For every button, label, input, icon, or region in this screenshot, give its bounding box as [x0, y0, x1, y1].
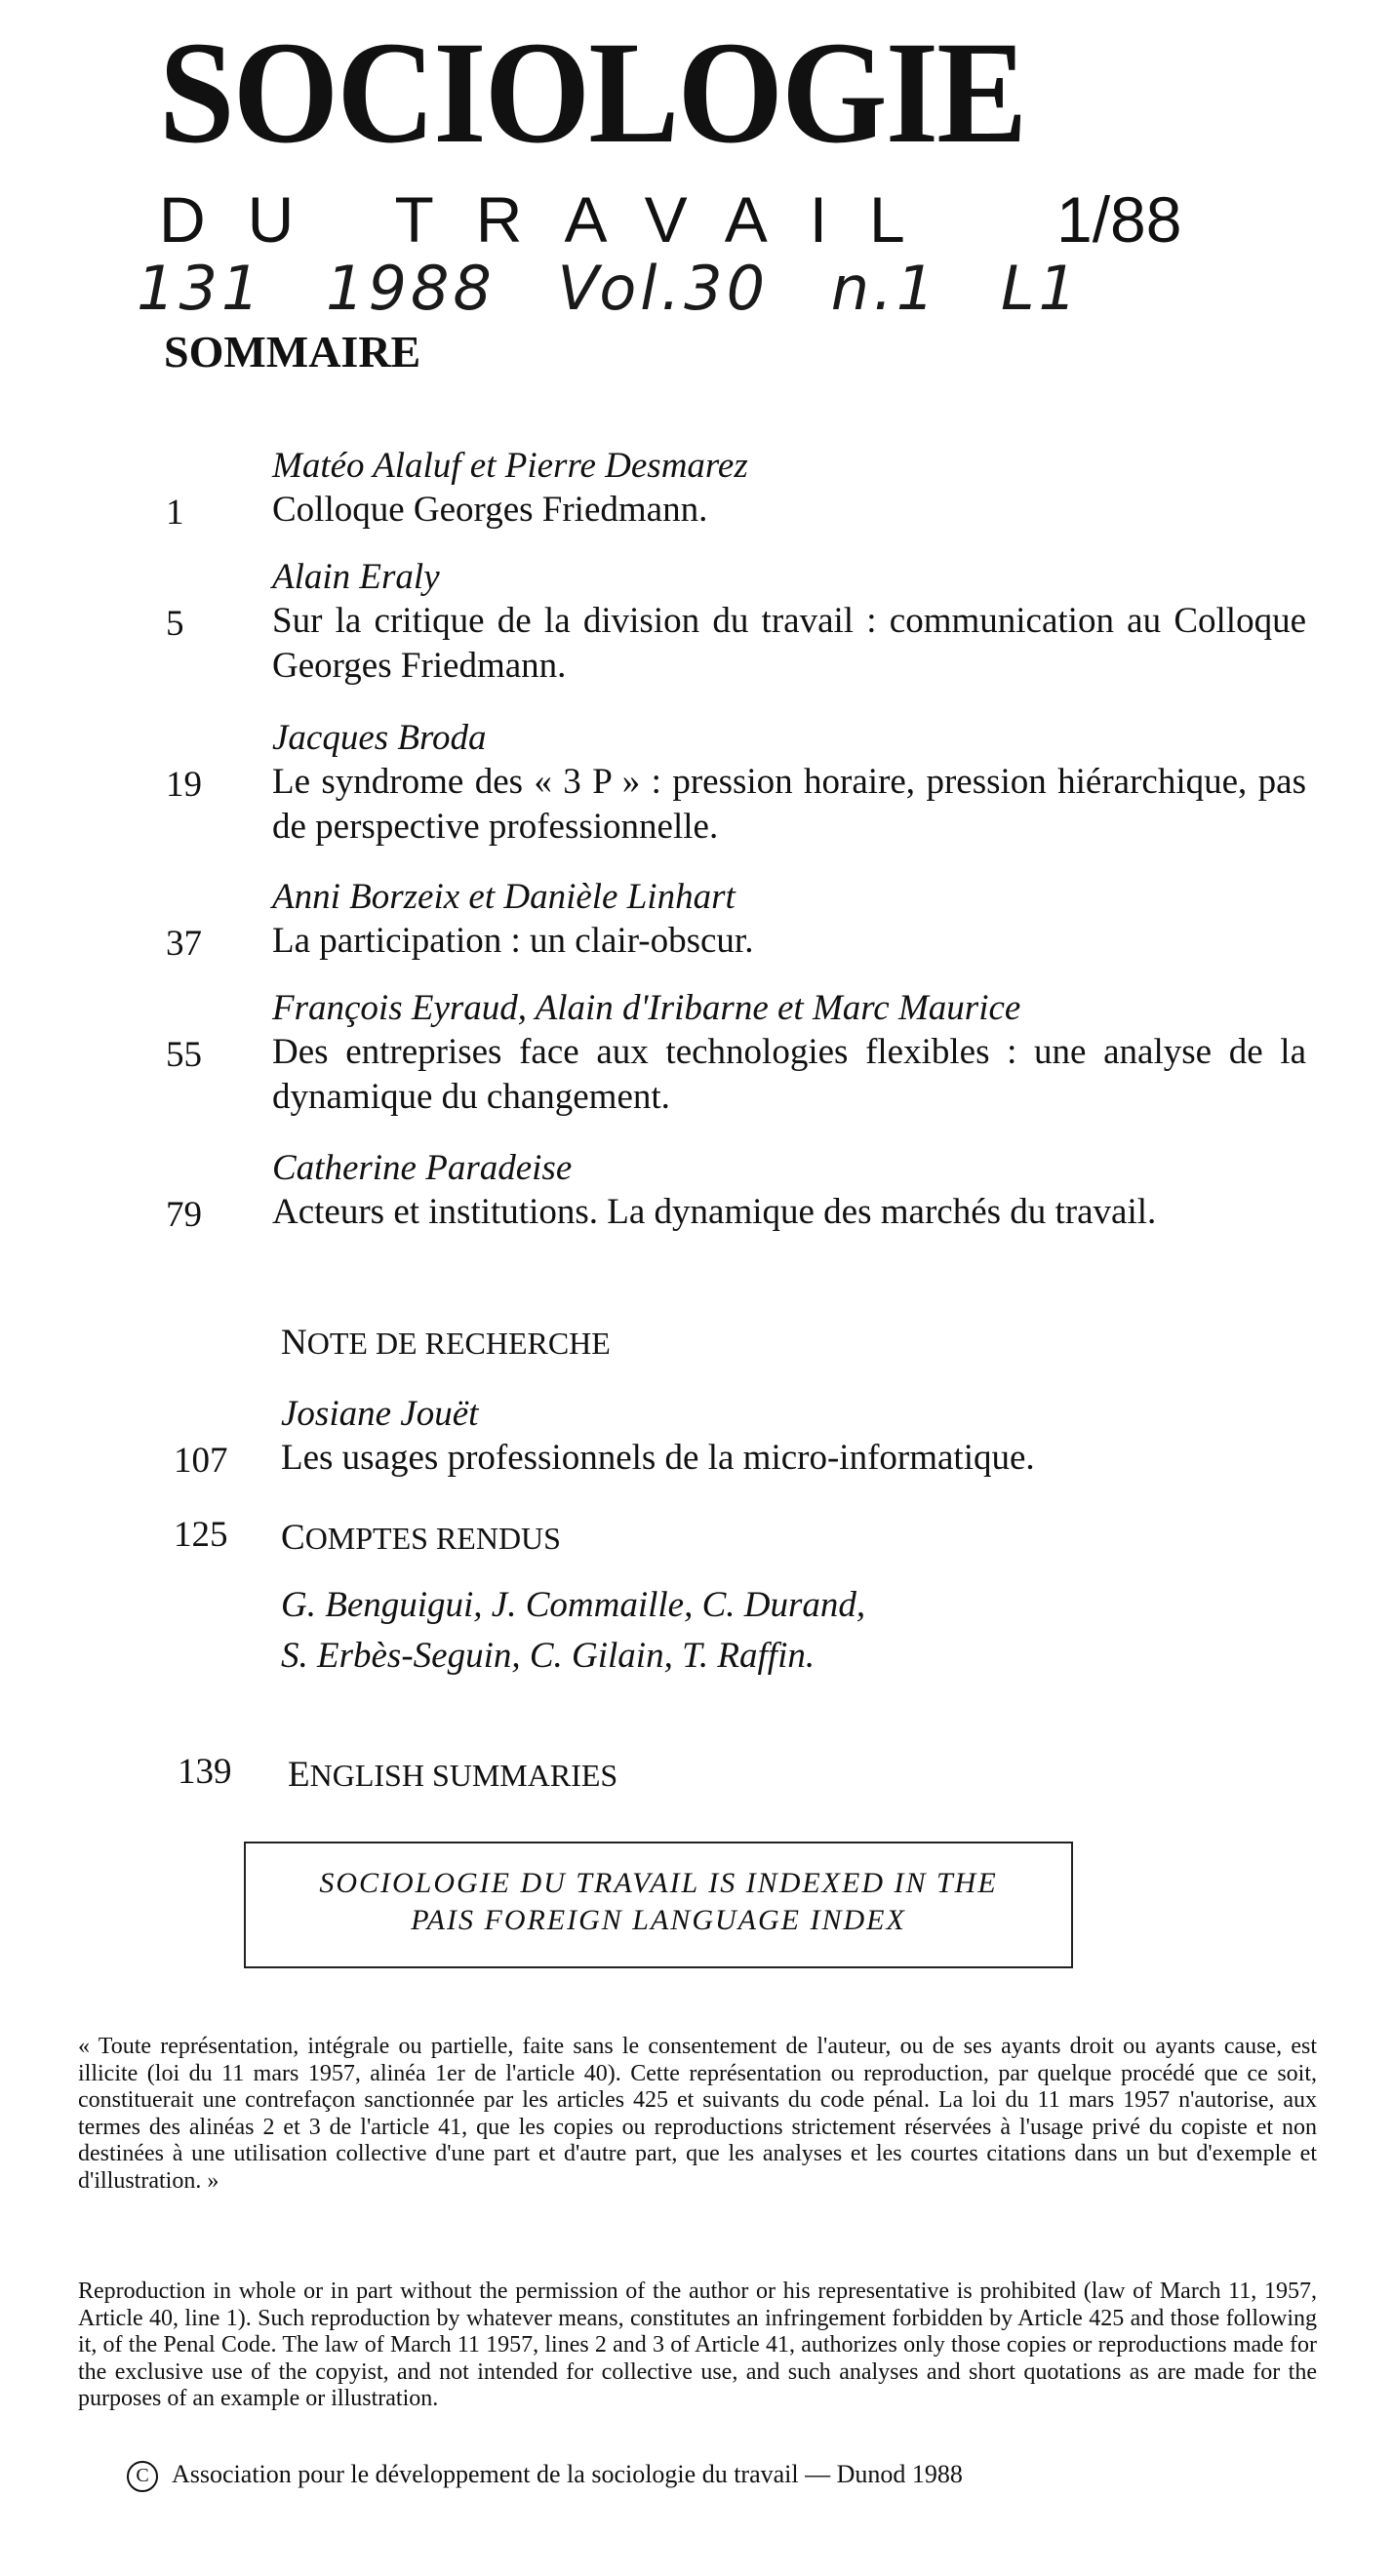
entry-title: Sur la critique de la division du travail : communication au Colloque Georges Friedmann.	[272, 601, 1306, 686]
heading-initial: E	[288, 1755, 310, 1795]
research-note-heading	[281, 1325, 611, 1361]
copyright-text: Association pour le développement de la sociologie du travail — Dunod 1988	[172, 2460, 963, 2488]
index-notice-box	[244, 1842, 1073, 1968]
entry-page: 79	[166, 1195, 202, 1235]
entry-title: Les usages professionnels de la micro-informatique.	[281, 1438, 1035, 1478]
entry-page: 19	[166, 765, 202, 805]
copyright-line	[127, 2460, 963, 2492]
entry-title: Acteurs et institutions. La dynamique des marchés du travail.	[272, 1192, 1157, 1232]
heading-rest: NGLISH SUMMARIES	[309, 1758, 618, 1793]
entry-author: Matéo Alaluf et Pierre Desmarez	[272, 446, 748, 486]
reviews-page: 125	[174, 1515, 228, 1555]
copyright-icon: C	[127, 2461, 158, 2492]
reviewers-line: G. Benguigui, J. Commaille, C. Durand,	[281, 1585, 866, 1625]
entry-author: Alain Eraly	[272, 557, 440, 597]
entry-page: 1	[166, 493, 184, 533]
entry-title: Colloque Georges Friedmann.	[272, 490, 708, 530]
handwritten-note: 131 1988 Vol.30 n.1 L1	[137, 253, 1081, 324]
entry-page: 37	[166, 924, 202, 964]
heading-rest: OTE DE RECHERCHE	[306, 1326, 611, 1361]
reviewers-list	[281, 1580, 865, 1682]
contents-heading: SOMMAIRE	[164, 327, 421, 376]
entry-author: Anni Borzeix et Danièle Linhart	[272, 877, 736, 917]
journal-subtitle: DU TRAVAIL	[159, 183, 947, 256]
reviewers-line: S. Erbès-Seguin, C. Gilain, T. Raffin.	[281, 1636, 816, 1676]
reviews-heading	[281, 1520, 561, 1556]
summaries-heading	[288, 1757, 617, 1793]
entry-page: 55	[166, 1035, 202, 1075]
entry-author: François Eyraud, Alain d'Iribarne et Marc Maurice	[272, 988, 1021, 1028]
heading-initial: C	[281, 1518, 305, 1558]
index-notice-line: SOCIOLOGIE DU TRAVAIL IS INDEXED IN THE	[319, 1867, 998, 1899]
index-notice-line: PAIS FOREIGN LANGUAGE INDEX	[411, 1904, 906, 1936]
entry-author: Catherine Paradeise	[272, 1148, 573, 1188]
summaries-page: 139	[178, 1752, 232, 1792]
entry-title: Des entreprises face aux technologies flexibles : une analyse de la dynamique du changement.	[272, 1032, 1306, 1117]
entry-title: La participation : un clair-obscur.	[272, 921, 754, 961]
issue-number: 1/88	[1056, 183, 1182, 256]
entry-page: 5	[166, 604, 184, 644]
heading-initial: N	[281, 1323, 307, 1363]
journal-title: SOCIOLOGIE	[159, 12, 1026, 174]
entry-author: Jacques Broda	[272, 718, 487, 758]
heading-rest: OMPTES RENDUS	[304, 1521, 561, 1556]
legal-english: Reproduction in whole or in part without the permission of the author or his representative is prohibited (law of March 11, 1957, Article 40, line 1). Such reproduction by whatever means, constitutes an infringement forbidden by Article 425 and those following it, of the Penal Code. The law of March 11 1957, lines 2 and 3 of Article 41, authorizes only those copies or reproductions made for the exclusive use of the copyist, and not intended for collective use, and such analyses and short quotations as are made for the purposes of an example or illustration.	[78, 2279, 1317, 2411]
entry-page: 107	[174, 1441, 228, 1481]
entry-title: Le syndrome des « 3 P » : pression horaire, pression hiérarchique, pas de perspective professionnelle.	[272, 762, 1306, 847]
entry-author: Josiane Jouët	[281, 1394, 479, 1434]
legal-french: « Toute représentation, intégrale ou partielle, faite sans le consentement de l'auteur, ou de ses ayants droit ou ayants cause, est illicite (loi du 11 mars 1957, alinéa 1er de l'article 40). Cette représentation ou reproduction, par quelque procédé que ce soit, constituerait une contrefaçon sanctionnée par les articles 425 et suivants du code pénal. La loi du 11 mars 1957 n'autorise, aux termes des alinéas 2 et 3 de l'article 41, que les copies ou reproductions strictement réservées à l'usage privé du copiste et non destinées à une utilisation collective d'une part et d'autre part, que les analyses et les courtes citations dans un but d'exemple et d'illustration. »	[78, 2034, 1317, 2194]
